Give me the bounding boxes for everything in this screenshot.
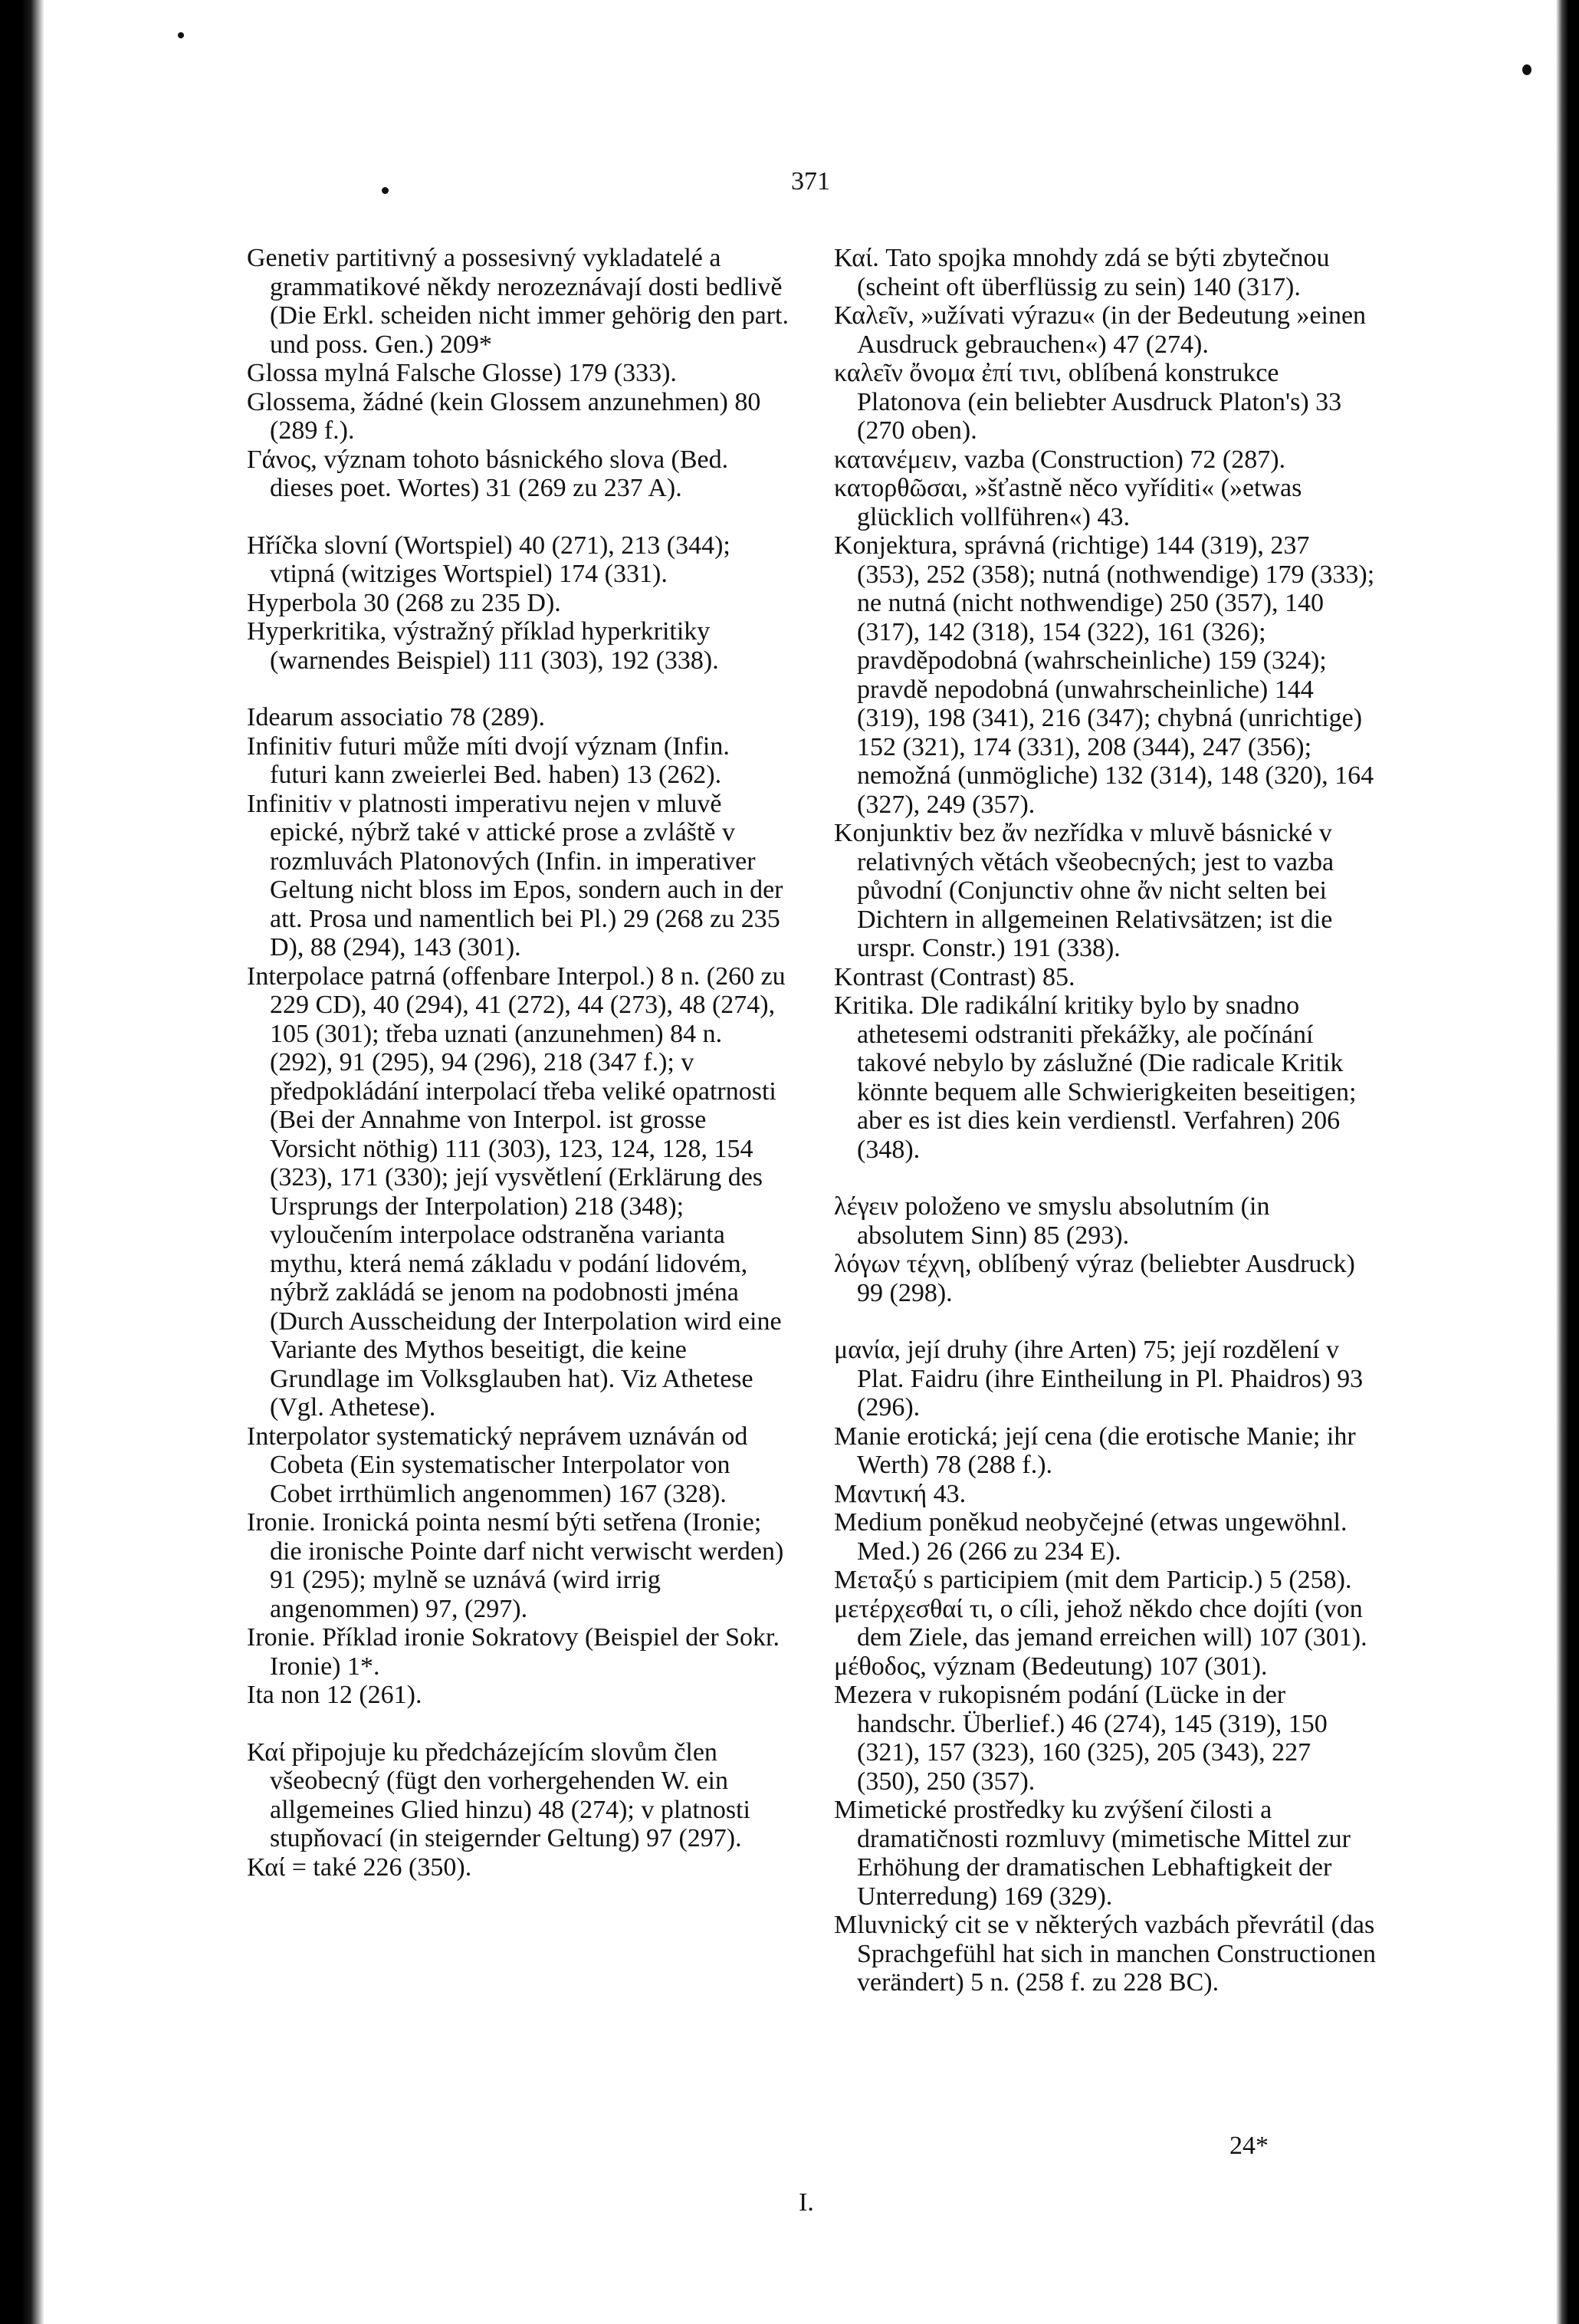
index-entry: Interpolator systematický neprávem uznáván od Cobeta (Ein systematischer Interpolator von Cobet irrthümlich angenommen) 167 (328). [247,1422,748,1508]
scan-edge-left [0,0,44,2324]
index-entry: Καί připojuje ku předcházejícím slovům člen všeobecný (fügt den vorhergehenden W. ein allgemeines Glied hinzu) 48 (274); v platnosti stupňovací (in steigernder Geltung) 97 (297). [247,1737,750,1852]
index-entry: μέθοδος, význam (Bedeutung) 107 (301). [834,1652,1268,1681]
index-entry: Ironie. Ironická pointa nesmí býti setřena (Ironie; die ironische Pointe darf nicht verwischt werden) 91 (295); mylně se uznává (wird irrig angenommen) 97, (297). [247,1508,784,1623]
index-entry: Μαντική 43. [834,1479,967,1508]
index-entry: μετέρχεσθαί τι, o cíli, jehož někdo chce dojíti (von dem Ziele, das jemand erreichen will) 107 (301). [834,1594,1367,1652]
scan-speck [1522,64,1531,75]
index-entry: Καλεῖν, »užívati výrazu« (in der Bedeutung »einen Ausdruck gebrauchen«) 47 (274). [834,301,1367,359]
index-entry: Μεταξύ s participiem (mit dem Particip.) 5 (258). [834,1566,1352,1594]
index-entry: μανία, její druhy (ihre Arten) 75; její rozdělení v Plat. Faidru (ihre Eintheilung in Pl. Phaidros) 93 (296). [834,1336,1364,1422]
index-column-right [834,244,1378,1997]
index-entry: Infinitiv futuri může míti dvojí význam (Infin. futuri kann zweierlei Bed. haben) 13 (262). [247,731,730,789]
index-entry: καλεῖν ὄνομα ἐπί τινι, oblíbená konstrukce Platonova (ein beliebter Ausdruck Platon's) 33 (270 oben). [834,359,1342,445]
index-entry: Hyperbola 30 (268 zu 235 D). [247,588,561,617]
scan-speck [382,187,389,194]
index-entry: Mluvnický cit se v některých vazbách převrátil (das Sprachgefühl hat sich in manchen Constructionen verändert) 5 n. (258 f. zu 228 BC). [834,1911,1376,1997]
index-entry: Γάνος, význam tohoto básnického slova (Bed. dieses poet. Wortes) 31 (269 zu 237 A). [247,445,729,502]
scan-edge-right [1556,0,1579,2324]
index-entry: κατορθῶσαι, »šťastně něco vyříditi« (»etwas glücklich vollführen«) 43. [834,474,1302,531]
index-entry: Hyperkritika, výstražný příklad hyperkritiky (warnendes Beispiel) 111 (303), 192 (338). [247,617,719,675]
signature-mark: 24* [1229,2132,1269,2160]
index-entry: Konjunktiv bez ἄν nezřídka v mluvě básnické v relativných větách všeobecných; jest to vazba původní (Conjunctiv ohne ἄν nicht selten bei Dichtern in allgemeinen Relativsätzen; ist die urspr. Constr.) 191 (338). [834,819,1334,962]
index-entry: κατανέμειν, vazba (Construction) 72 (287). [834,445,1286,474]
index-entry: Kritika. Dle radikální kritiky bylo by snadno athetesemi odstraniti překážky, ale počínání takové nebylo by záslužné (Die radicale Kritik könnte bequem alle Schwierigkeiten beseitigen; aber es ist dies kein verdienstl. Verfahren) 206 (348). [834,991,1357,1164]
index-entry: Καί. Tato spojka mnohdy zdá se býti zbytečnou (scheint oft überflüssig zu sein) 140 (317). [834,244,1330,301]
index-entry: Infinitiv v platnosti imperativu nejen v mluvě epické, nýbrž také v attické prose a zvláště v rozmluvách Platonových (Infin. in imperativer Geltung nicht bloss im Epos, sondern auch in der att. Prosa und namentlich bei Pl.) 29 (268 zu 235 D), 88 (294), 143 (301). [247,789,783,961]
scan-speck [178,32,184,38]
index-entry: Glossa mylná Falsche Glosse) 179 (333). [247,359,677,387]
index-entry: Genetiv partitivný a possesivný vykladatelé a grammatikové někdy nerozeznávají dosti bedlivě (Die Erkl. scheiden nicht immer gehörig den part. und poss. Gen.) 209* [247,244,789,359]
index-entry: Ita non 12 (261). [247,1681,422,1709]
index-entry: Ironie. Příklad ironie Sokratovy (Beispiel der Sokr. Ironie) 1*. [247,1623,780,1681]
index-column-left [247,244,791,1882]
index-entry: Mezera v rukopisném podání (Lücke in der handschr. Überlief.) 46 (274), 145 (319), 150 (321), 157 (323), 160 (325), 205 (343), 227 (350), 250 (357). [834,1681,1328,1796]
index-entry: Kontrast (Contrast) 85. [834,962,1075,991]
index-entry: Hříčka slovní (Wortspiel) 40 (271), 213 (344); vtipná (witziges Wortspiel) 174 (331). [247,531,730,588]
index-entry: Interpolace patrná (offenbare Interpol.) 8 n. (260 zu 229 CD), 40 (294), 41 (272), 44 (273), 48 (274), 105 (301); třeba uznati (anzunehmen) 84 n. (292), 91 (295), 94 (296), 218 (347 f.); v předpokládání interpolací třeba veliké opatrnosti (Bei der Annahme von Interpol. ist grosse Vorsicht nöthig) 111 (303), 123, 124, 128, 154 (323), 171 (330); její vysvětlení (Erklärung des Ursprungs der Interpolation) 218 (348); vyloučením interpolace odstraněna varianta mythu, která nemá základu v podání lidovém, nýbrž zakládá se jenom na podobnosti jména (Durch Ausscheidung der Interpolation wird eine Variante des Mythos beseitigt, die keine Grundlage im Volksglauben hat). Viz Athetese (Vgl. Athetese). [247,961,786,1422]
sheet-mark: I. [799,2188,814,2217]
index-entry: Idearum associatio 78 (289). [247,703,545,731]
index-entry: Medium poněkud neobyčejné (etwas ungewöhnl. Med.) 26 (266 zu 234 E). [834,1508,1348,1566]
index-entry: λόγων τέχνη, oblíbený výraz (beliebter Ausdruck) 99 (298). [834,1250,1355,1307]
index-entry: Konjektura, správná (richtige) 144 (319), 237 (353), 252 (358); nutná (nothwendige) 179 (333); ne nutná (nicht nothwendige) 250 (357), 140 (317), 142 (318), 154 (322), 161 (326); pravděpodobná (wahrscheinliche) 159 (324); pravdě nepodobná (unwahrscheinliche) 144 (319), 198 (341), 216 (347); chybná (unrichtige) 152 (321), 174 (331), 208 (344), 247 (356); nemožná (unmögliche) 132 (314), 148 (320), 164 (327), 249 (357). [834,531,1375,819]
index-entry: Manie erotická; její cena (die erotische Manie; ihr Werth) 78 (288 f.). [834,1422,1356,1479]
index-entry: Mimetické prostředky ku zvýšení čilosti a dramatičnosti rozmluvy (mimetische Mittel zur Erhöhung der dramatischen Lebhaftigkeit der Unterredung) 169 (329). [834,1796,1351,1911]
index-entry: Καί = také 226 (350). [247,1852,472,1882]
page-number: 371 [791,167,830,196]
index-entry: Glossema, žádné (kein Glossem anzunehmen) 80 (289 f.). [247,387,761,445]
index-entry: λέγειν položeno ve smyslu absolutním (in absolutem Sinn) 85 (293). [834,1192,1270,1250]
